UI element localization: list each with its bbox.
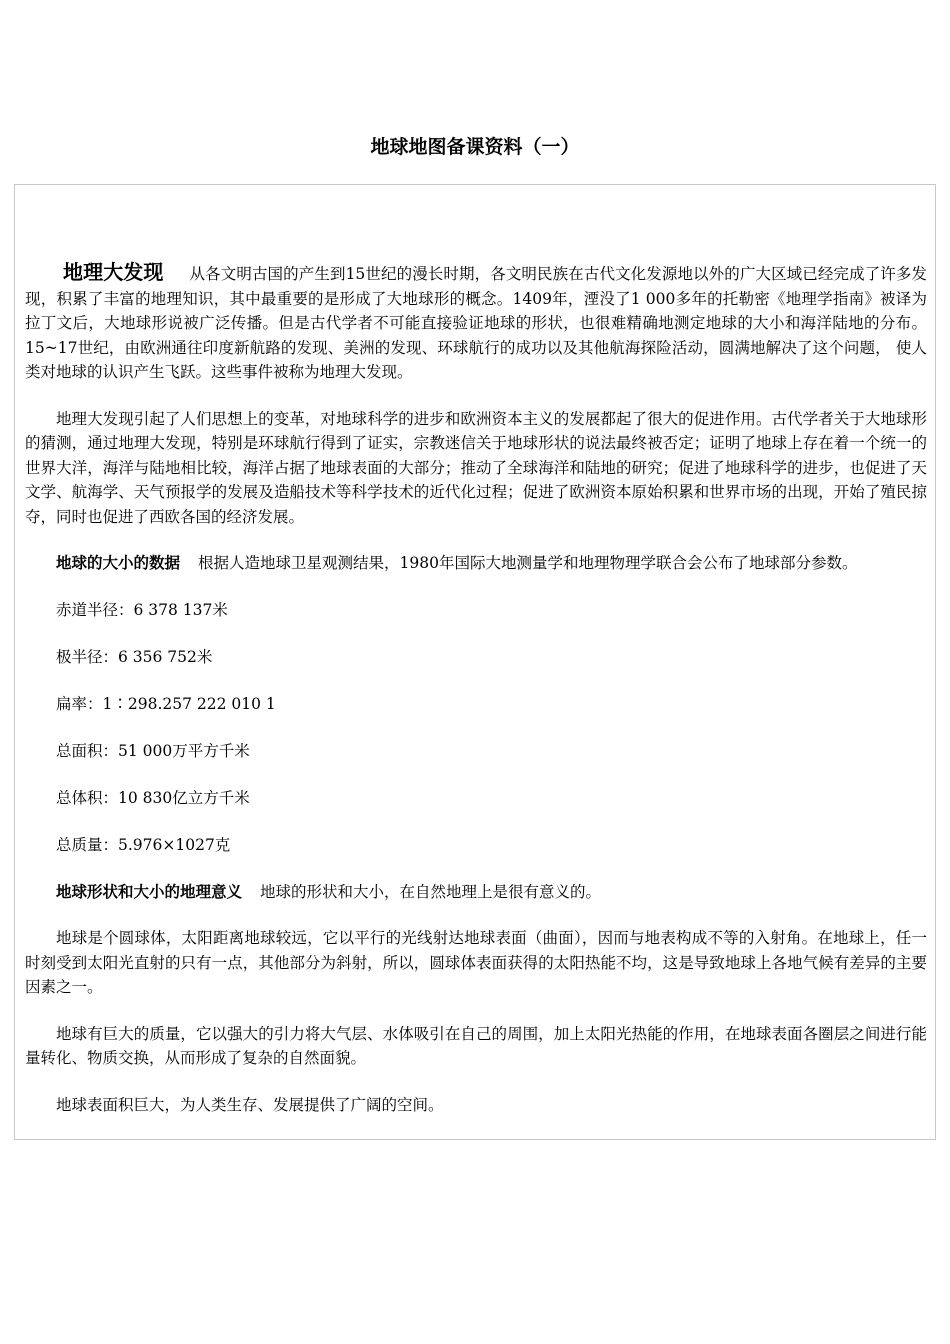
document-body bbox=[25, 260, 927, 1139]
paragraph-text: 地球的形状和大小，在自然地理上是很有意义的。 bbox=[260, 882, 602, 901]
section-geographic-significance-paragraph-1: 地球是个圆球体，太阳距离地球较远，它以平行的光线射达地球表面（曲面），因而与地表构成不等的入射角。在地球上，任一时刻受到太阳光直射的只有一点，其他部分为斜射，所以，圆球体表面获得的太阳热能不均，这是导致地球上各地气候有差异的主要因素之一。 bbox=[25, 929, 927, 996]
section-heading-earth-size: 地球的大小的数据 bbox=[56, 554, 181, 572]
section-geographic-significance-intro bbox=[25, 880, 927, 905]
paragraph-text: 根据人造地球卫星观测结果，1980年国际大地测量学和地理物理学联合会公布了地球部分参数。 bbox=[198, 554, 858, 572]
section-geographic-discovery-paragraph-2: 地理大发现引起了人们思想上的变革，对地球科学的进步和欧洲资本主义的发展都起了很大的促进作用。古代学者关于大地球形的猜测，通过地理大发现，特别是环球航行得到了证实，宗教迷信关于地球形状的说法最终被否定；证明了地球上存在着一个统一的世界大洋，海洋与陆地相比较，海洋占据了地球表面的大部分；推动了全球海洋和陆地的研究；促进了地球科学的进步，也促进了天文学、航海学、天气预报学的发展及造船技术等科学技术的近代化过程；促进了欧洲资本原始积累和世界市场的出现，开始了殖民掠夺，同时也促进了西欧各国的经济发展。 bbox=[25, 409, 927, 526]
section-geographic-significance-paragraph-3: 地球表面积巨大，为人类生存、发展提供了广阔的空间。 bbox=[56, 1095, 444, 1114]
flattening: 扁率：1∶298.257 222 010 1 bbox=[56, 694, 276, 713]
document-title: 地球地图备课资料（一） bbox=[370, 136, 580, 158]
section-heading-geographic-discovery: 地理大发现 bbox=[63, 260, 164, 284]
paragraph-text: 从各文明古国的产生到15世纪的漫长时期，各文明民族在古代文化发源地以外的广大区域已经完成了许多发现，积累了丰富的地理知识，其中最重要的是形成了大地球形的概念。1409年，湮没了1 000多年的托勒密《地理学指南》被译为拉丁文后，大地球形说被广泛传播。但是古代学者不可能直接验证地球的形状，也很难精确地测定地球的大小和海洋陆地的分布。15~17世纪，由欧洲通往印度新航路的发现、美洲的发现、环球航行的成功以及其他航海探险活动，圆满地解决了这个问题， 使人类对地球的认识产生飞跃。这些事件被称为地理大发现。 bbox=[25, 265, 928, 381]
section-earth-size-intro bbox=[25, 551, 927, 576]
polar-radius: 极半径：6 356 752米 bbox=[56, 647, 213, 666]
section-geographic-significance-paragraph-2: 地球有巨大的质量，它以强大的引力将大气层、水体吸引在自己的周围，加上太阳光热能的作用，在地球表面各圈层之间进行能量转化、物质交换，从而形成了复杂的自然面貌。 bbox=[25, 1024, 927, 1067]
section-geographic-discovery-paragraph-1 bbox=[25, 260, 927, 385]
total-volume: 总体积：10 830亿立方千米 bbox=[56, 788, 250, 807]
total-mass: 总质量：5.976×1027克 bbox=[56, 835, 231, 854]
section-heading-geographic-significance: 地球形状和大小的地理意义 bbox=[56, 882, 243, 901]
equatorial-radius: 赤道半径：6 378 137米 bbox=[56, 600, 228, 619]
total-area: 总面积：51 000万平方千米 bbox=[56, 741, 250, 760]
